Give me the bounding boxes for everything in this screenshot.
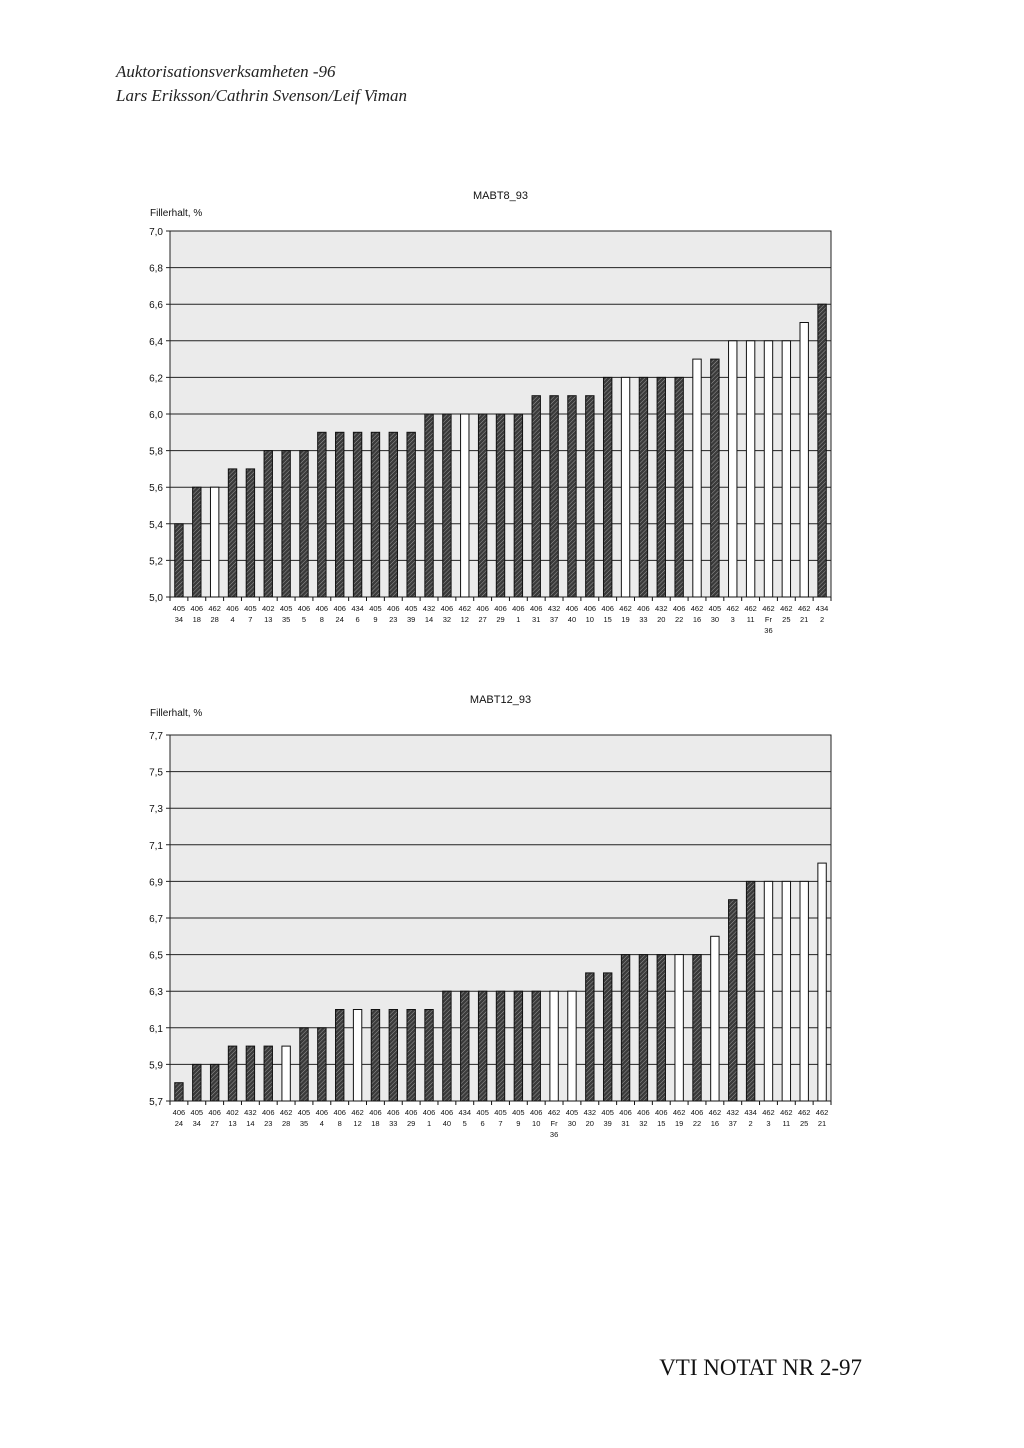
x-tick-label-code: 434 (815, 604, 829, 613)
x-tick-label-id: 6 (480, 1119, 485, 1128)
x-tick-label-code: 462 (708, 1108, 722, 1117)
x-tick-label-id: 7 (248, 615, 253, 624)
x-tick-label-id: 35 (299, 1119, 309, 1128)
x-tick-label-id: 11 (782, 1119, 791, 1128)
x-tick-label-id: 21 (800, 615, 809, 624)
x-tick-label-id: 28 (281, 1119, 291, 1128)
x-tick-label-id: 12 (460, 615, 469, 624)
x-tick-label-code: 406 (512, 604, 525, 613)
header-title: Auktorisationsverksamheten -96 (116, 62, 336, 81)
x-tick-label-code: 405 (565, 1108, 579, 1117)
x-tick-label-id: Fr (764, 615, 773, 624)
x-tick-label-code: 434 (351, 604, 364, 613)
x-tick-label-id: 1 (426, 1119, 432, 1128)
x-tick-label-code: 462 (547, 1108, 561, 1117)
bar (496, 991, 504, 1101)
x-tick-label-code: 406 (333, 1108, 346, 1117)
x-tick-label-id: 2 (748, 1119, 753, 1128)
bar (443, 991, 451, 1101)
x-tick-label-code: 406 (476, 604, 489, 613)
bar (693, 955, 701, 1101)
x-tick-label-code: 434 (744, 1108, 757, 1117)
y-axis-label: Fillerhalt, % (150, 208, 203, 219)
x-tick-label-code: 405 (512, 1108, 525, 1117)
bar (514, 991, 522, 1101)
x-tick-label-code: 406 (440, 604, 454, 613)
x-tick-label-code: 432 (726, 1108, 740, 1117)
y-tick-label: 6,1 (149, 1023, 163, 1035)
x-tick-label-id: 9 (373, 615, 378, 624)
x-tick-label-code: 406 (315, 604, 329, 613)
x-tick-label-id: 4 (319, 1119, 324, 1128)
x-tick-label-id: 9 (516, 1119, 521, 1128)
x-tick-label-code: 462 (797, 604, 811, 613)
x-tick-label-code: 406 (637, 1108, 650, 1117)
bar (675, 955, 683, 1101)
x-tick-label-code: 462 (351, 1108, 364, 1117)
y-tick-label: 6,9 (149, 877, 163, 889)
y-tick-label: 5,6 (149, 483, 163, 495)
y-tick-label: 7,0 (149, 227, 163, 238)
x-tick-label-id: 33 (639, 615, 648, 624)
x-tick-label-code: 406 (387, 604, 400, 613)
x-tick-label-id: 25 (782, 615, 791, 624)
x-tick-label-code: 434 (458, 1108, 472, 1117)
x-tick-label-id: 40 (567, 615, 577, 624)
y-tick-label: 7,1 (149, 840, 163, 852)
x-tick-label-code: 406 (315, 1108, 329, 1117)
bar (746, 881, 754, 1101)
x-tick-label-id: 15 (603, 615, 612, 624)
x-tick-label-code: 406 (583, 604, 597, 613)
x-tick-label-id: 4 (230, 615, 235, 624)
x-tick-label-id: 6 (355, 615, 360, 624)
x-tick-label-id: 39 (407, 615, 416, 624)
x-tick-label-id: 16 (692, 615, 702, 624)
bar (782, 881, 790, 1101)
x-tick-label-id: 23 (264, 1119, 273, 1128)
x-tick-label-code: 405 (190, 1108, 204, 1117)
y-tick-label: 6,6 (149, 300, 163, 312)
bar (371, 1010, 379, 1102)
x-tick-label-id: 24 (335, 615, 344, 624)
bar (532, 991, 540, 1101)
x-tick-label-id: Fr (550, 1119, 558, 1128)
x-tick-label-code: 406 (208, 1108, 221, 1117)
x-tick-label-id: 3 (766, 1119, 771, 1128)
x-tick-label-id: 20 (585, 1119, 594, 1128)
x-tick-label-id: 2 (819, 615, 825, 624)
x-tick-label-id: 16 (710, 1119, 720, 1128)
x-tick-label-code: 406 (369, 1108, 382, 1117)
y-tick-label: 6,5 (149, 950, 163, 962)
bar (818, 863, 826, 1101)
x-tick-label-id: 32 (639, 1119, 648, 1128)
x-tick-label-id: 23 (389, 615, 398, 624)
y-tick-label: 5,9 (149, 1060, 163, 1072)
bar (425, 1010, 433, 1102)
x-tick-label-code: 405 (601, 1108, 614, 1117)
x-tick-label-code: 405 (369, 604, 382, 613)
x-tick-label-id: 34 (174, 615, 184, 624)
x-tick-label-code: 462 (672, 1108, 686, 1117)
x-tick-label-code: 462 (780, 604, 793, 613)
x-tick-label-id: 28 (210, 615, 219, 624)
y-axis-label: Fillerhalt, % (150, 708, 203, 719)
x-tick-label-id: 14 (246, 1119, 255, 1128)
x-tick-label-code: 406 (494, 604, 507, 613)
bar (764, 881, 772, 1101)
x-tick-label-code: 432 (655, 604, 668, 613)
y-tick-label: 6,4 (149, 336, 163, 348)
y-tick-label: 5,8 (149, 446, 163, 458)
x-tick-label-code: 405 (494, 1108, 507, 1117)
x-tick-label-code: 462 (762, 1108, 775, 1117)
bar (318, 1028, 326, 1101)
x-tick-label-id: 31 (621, 1119, 630, 1128)
y-tick-label: 6,7 (149, 914, 163, 925)
y-tick-label: 5,7 (149, 1097, 163, 1108)
x-tick-label-id: 37 (728, 1119, 737, 1128)
x-tick-label-code: 405 (172, 604, 186, 613)
x-tick-label-code: 406 (565, 604, 579, 613)
bar (389, 1010, 397, 1102)
x-tick-label-code: 406 (440, 1108, 454, 1117)
x-tick-label-code: 406 (690, 1108, 704, 1117)
x-tick-label-id: 22 (674, 615, 684, 624)
x-tick-label-id: 18 (371, 1119, 380, 1128)
x-tick-label-id: 20 (657, 615, 666, 624)
y-tick-label: 7,7 (149, 731, 163, 742)
x-tick-label-id: 29 (407, 1119, 416, 1128)
bar (300, 1028, 308, 1101)
x-tick-label-id: 10 (532, 1119, 541, 1128)
bar (586, 973, 594, 1101)
bar (550, 991, 558, 1101)
x-tick-label-code: 406 (333, 604, 346, 613)
x-tick-label-id: 27 (210, 1119, 219, 1128)
bar (282, 1046, 290, 1101)
x-tick-label-code: 406 (672, 604, 686, 613)
header-authors: Lars Eriksson/Cathrin Svenson/Leif Viman (116, 86, 408, 105)
y-tick-label: 6,3 (149, 987, 163, 999)
x-tick-label-id: 12 (353, 1119, 362, 1128)
bar (193, 1064, 201, 1101)
y-tick-label: 5,0 (149, 593, 163, 604)
y-tick-label: 6,8 (149, 263, 163, 275)
x-tick-label-code: 405 (708, 604, 722, 613)
x-tick-label-id: 33 (389, 1119, 398, 1128)
x-tick-label-id: 39 (603, 1119, 612, 1128)
x-tick-label-code: 405 (476, 1108, 489, 1117)
x-tick-label-code: 406 (387, 1108, 400, 1117)
y-tick-label: 6,2 (149, 373, 163, 385)
x-tick-label-code: 462 (780, 1108, 793, 1117)
x-tick-label-code: 406 (422, 1108, 436, 1117)
chart-title: MABT12_93 (469, 694, 532, 706)
report-number: VTI NOTAT NR 2-97 (659, 1355, 862, 1380)
y-tick-label: 5,4 (149, 519, 163, 531)
x-tick-label-id: 32 (442, 615, 452, 624)
x-tick-label-id: 27 (478, 615, 487, 624)
x-tick-label-id: 24 (174, 1119, 184, 1128)
x-tick-label-code: 462 (762, 604, 775, 613)
x-tick-label-id: 10 (585, 615, 594, 624)
x-tick-label-id: 8 (319, 615, 324, 624)
bar (264, 1046, 272, 1101)
x-tick-label-id: 13 (228, 1119, 237, 1128)
x-tick-label-code: 402 (261, 604, 275, 613)
x-tick-label-extra: 36 (549, 1130, 559, 1139)
x-tick-label-id: 19 (621, 615, 630, 624)
x-tick-label-id: 34 (192, 1119, 201, 1128)
x-tick-label-code: 406 (190, 604, 204, 613)
x-tick-label-id: 7 (498, 1119, 503, 1128)
bar (621, 955, 629, 1101)
bar (800, 881, 808, 1101)
x-tick-label-code: 432 (244, 1108, 257, 1117)
x-tick-label-code: 406 (655, 1108, 668, 1117)
x-tick-label-code: 432 (422, 604, 436, 613)
x-tick-label-id: 1 (516, 615, 521, 624)
x-tick-label-id: 13 (264, 615, 273, 624)
x-tick-label-code: 406 (529, 604, 543, 613)
bar (353, 1010, 361, 1102)
x-tick-label-id: 15 (657, 1119, 666, 1128)
x-tick-label-id: 8 (337, 1119, 342, 1128)
x-tick-label-code: 462 (208, 604, 221, 613)
x-tick-label-code: 405 (297, 1108, 311, 1117)
x-tick-label-code: 462 (797, 1108, 811, 1117)
x-tick-label-code: 406 (226, 604, 239, 613)
x-tick-label-id: 40 (442, 1119, 452, 1128)
x-tick-label-id: 18 (192, 615, 201, 624)
x-tick-label-code: 462 (690, 604, 704, 613)
x-tick-label-id: 31 (532, 615, 541, 624)
x-tick-label-id: 35 (281, 615, 291, 624)
bar (657, 955, 665, 1101)
x-tick-label-code: 406 (261, 1108, 275, 1117)
x-tick-label-code: 406 (637, 604, 650, 613)
bar (407, 1010, 415, 1102)
bar (711, 936, 719, 1101)
x-tick-label-code: 406 (404, 1108, 418, 1117)
x-tick-label-id: 22 (692, 1119, 702, 1128)
x-tick-label-code: 405 (279, 604, 293, 613)
x-tick-label-code: 462 (815, 1108, 829, 1117)
x-tick-label-code: 406 (297, 604, 311, 613)
bar (175, 1083, 183, 1101)
x-tick-label-code: 462 (279, 1108, 293, 1117)
x-tick-label-id: 11 (746, 615, 755, 624)
x-tick-label-id: 5 (301, 615, 307, 624)
x-tick-label-id: 37 (549, 615, 559, 624)
x-tick-label-code: 462 (458, 604, 472, 613)
x-tick-label-id: 21 (817, 1119, 827, 1128)
x-tick-label-id: 25 (800, 1119, 809, 1128)
x-tick-label-code: 405 (404, 604, 418, 613)
y-tick-label: 5,2 (149, 556, 163, 568)
x-tick-label-code: 462 (744, 604, 757, 613)
x-tick-label-id: 30 (567, 1119, 577, 1128)
bar (639, 955, 647, 1101)
x-tick-label-extra: 36 (764, 626, 773, 635)
x-tick-label-id: 5 (462, 1119, 467, 1128)
bar (603, 973, 611, 1101)
chart-title: MABT8_93 (472, 190, 529, 202)
y-tick-label: 6,0 (149, 410, 163, 421)
x-tick-label-code: 432 (583, 1108, 597, 1117)
x-tick-label-code: 406 (619, 1108, 632, 1117)
bar (729, 900, 737, 1101)
x-tick-label-code: 406 (601, 604, 614, 613)
x-tick-label-id: 30 (710, 615, 720, 624)
bar (246, 1046, 254, 1101)
x-tick-label-code: 406 (172, 1108, 186, 1117)
x-tick-label-code: 405 (244, 604, 257, 613)
y-tick-label: 7,5 (149, 767, 163, 779)
x-tick-label-code: 462 (619, 604, 632, 613)
bar (461, 991, 469, 1101)
x-tick-label-id: 14 (424, 615, 434, 624)
x-tick-label-id: 3 (730, 615, 735, 624)
x-tick-label-code: 462 (726, 604, 740, 613)
bar (336, 1010, 344, 1102)
x-tick-label-id: 29 (496, 615, 505, 624)
x-tick-label-code: 432 (547, 604, 561, 613)
bar (568, 991, 576, 1101)
x-tick-label-code: 406 (529, 1108, 543, 1117)
x-tick-label-id: 19 (674, 1119, 684, 1128)
y-tick-label: 7,3 (149, 804, 163, 816)
x-tick-label-code: 402 (226, 1108, 239, 1117)
bar (228, 1046, 236, 1101)
bar (478, 991, 486, 1101)
bar (210, 1064, 218, 1101)
